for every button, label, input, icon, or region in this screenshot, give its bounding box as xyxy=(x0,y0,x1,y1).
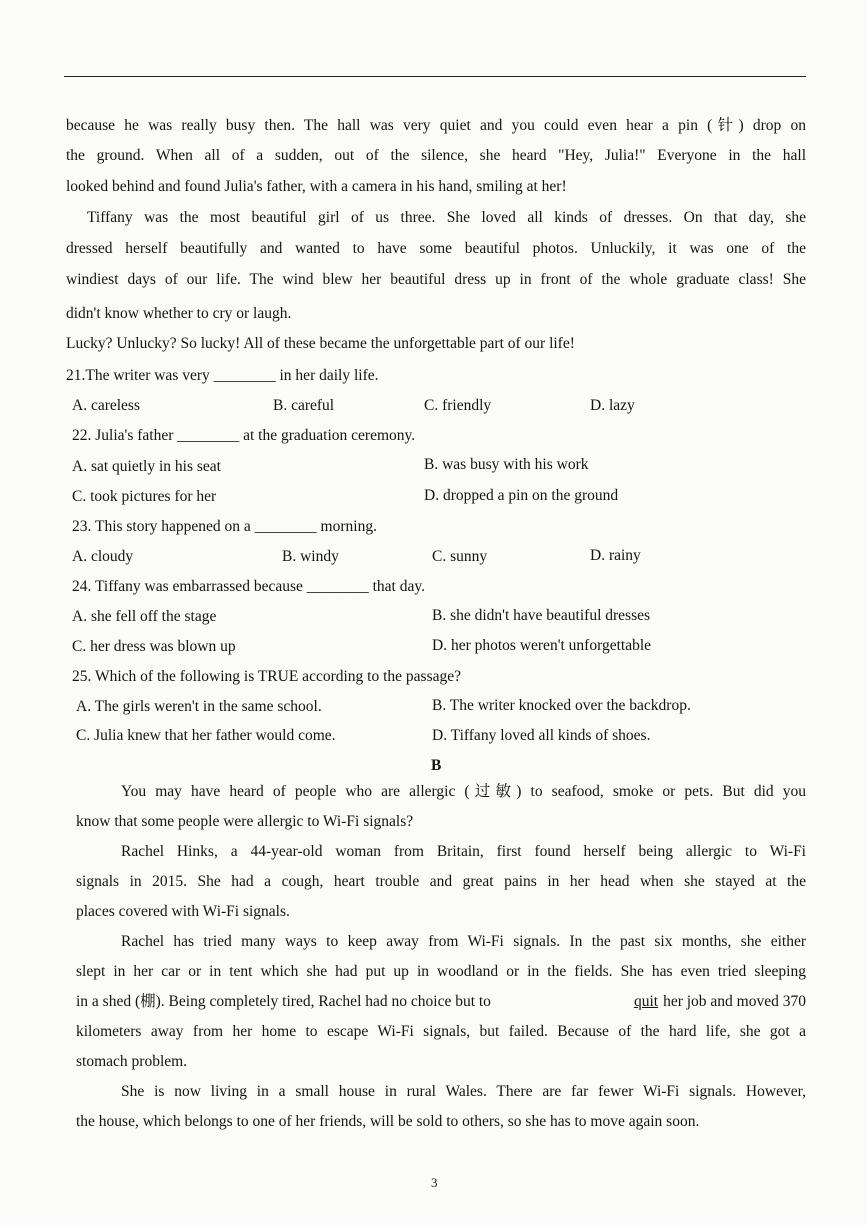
text-line: Rachel has tried many ways to keep away from Wi-Fi signals. In the past six months, she either xyxy=(121,933,806,950)
text-line: the ground. When all of a sudden, out of the silence, she heard "Hey, Julia!" Everyone in the hall xyxy=(66,147,806,164)
text-line: signals in 2015. She had a cough, heart trouble and great pains in her head when she stayed at the xyxy=(76,873,806,890)
question-23-stem: 23. This story happened on a ________ morning. xyxy=(72,518,377,535)
question-25-option-b: B. The writer knocked over the backdrop. xyxy=(432,697,691,714)
page-number: 3 xyxy=(431,1175,438,1190)
text-line: places covered with Wi-Fi signals. xyxy=(76,903,290,920)
question-25-option-a: A. The girls weren't in the same school. xyxy=(76,698,322,715)
text-line: slept in her car or in tent which she had put up in woodland or in the fields. She has even tried sleeping xyxy=(76,963,806,980)
text-line: know that some people were allergic to Wi-Fi signals? xyxy=(76,813,414,830)
question-24-option-c: C. her dress was blown up xyxy=(72,638,236,655)
question-25-option-c: C. Julia knew that her father would come. xyxy=(76,727,336,744)
text-line: You may have heard of people who are allergic (过敏) to seafood, smoke or pets. But did you xyxy=(121,783,806,800)
question-21-option-d: D. lazy xyxy=(590,397,635,414)
text-line: kilometers away from her home to escape Wi-Fi signals, but failed. Because of the hard life, she got a xyxy=(76,1023,806,1040)
question-22-option-c: C. took pictures for her xyxy=(72,488,217,505)
passage-a-paragraph-3: Lucky? Unlucky? So lucky! All of these became the unforgettable part of our life! xyxy=(66,335,575,352)
text-line: windiest days of our life. The wind blew her beautiful dress up in front of the whole graduate class! She xyxy=(66,271,806,288)
text-line: didn't know whether to cry or laugh. xyxy=(66,305,292,322)
question-22-option-b: B. was busy with his work xyxy=(424,456,589,473)
header-rule xyxy=(64,76,806,77)
text-line: stomach problem. xyxy=(76,1053,188,1070)
text-fragment: her job and moved 370 xyxy=(663,993,806,1010)
question-23-option-b: B. windy xyxy=(282,548,339,565)
question-21-option-a: A. careless xyxy=(72,397,140,414)
question-21-option-b: B. careful xyxy=(273,397,335,414)
underlined-word-quit: quit xyxy=(633,993,659,1010)
text-line: Tiffany was the most beautiful girl of us three. She loved all kinds of dresses. On that day, she xyxy=(87,209,806,226)
question-22-option-a: A. sat quietly in his seat xyxy=(72,458,221,475)
question-21-stem: 21.The writer was very ________ in her daily life. xyxy=(66,367,379,384)
text-line: dressed herself beautifully and wanted to have some beautiful photos. Unluckily, it was one of the xyxy=(66,240,806,257)
text-line: the house, which belongs to one of her friends, will be sold to others, so she has to move again soon. xyxy=(76,1113,700,1130)
question-21-option-c: C. friendly xyxy=(424,397,492,414)
text-line: because he was really busy then. The hall was very quiet and you could even hear a pin (针) drop on xyxy=(66,117,806,134)
text-fragment: in a shed (棚). Being completely tired, Rachel had no choice but to xyxy=(76,993,491,1010)
question-24-option-d: D. her photos weren't unforgettable xyxy=(432,637,652,654)
question-24-option-b: B. she didn't have beautiful dresses xyxy=(432,607,651,624)
question-23-option-d: D. rainy xyxy=(590,547,641,564)
text-line: She is now living in a small house in rural Wales. There are far fewer Wi-Fi signals. However, xyxy=(121,1083,806,1100)
section-b-heading: B xyxy=(431,757,442,774)
question-25-stem: 25. Which of the following is TRUE according to the passage? xyxy=(72,668,461,685)
text-line xyxy=(76,992,806,1012)
text-line: looked behind and found Julia's father, with a camera in his hand, smiling at her! xyxy=(66,178,567,195)
text-line: Rachel Hinks, a 44-year-old woman from Britain, first found herself being allergic to Wi-Fi xyxy=(121,843,806,860)
question-24-option-a: A. she fell off the stage xyxy=(72,608,217,625)
question-23-option-c: C. sunny xyxy=(432,548,488,565)
question-23-option-a: A. cloudy xyxy=(72,548,134,565)
question-22-option-d: D. dropped a pin on the ground xyxy=(424,487,619,504)
question-24-stem: 24. Tiffany was embarrassed because ________ that day. xyxy=(72,578,425,595)
question-25-option-d: D. Tiffany loved all kinds of shoes. xyxy=(432,727,651,744)
question-22-stem: 22. Julia's father ________ at the graduation ceremony. xyxy=(72,427,416,444)
